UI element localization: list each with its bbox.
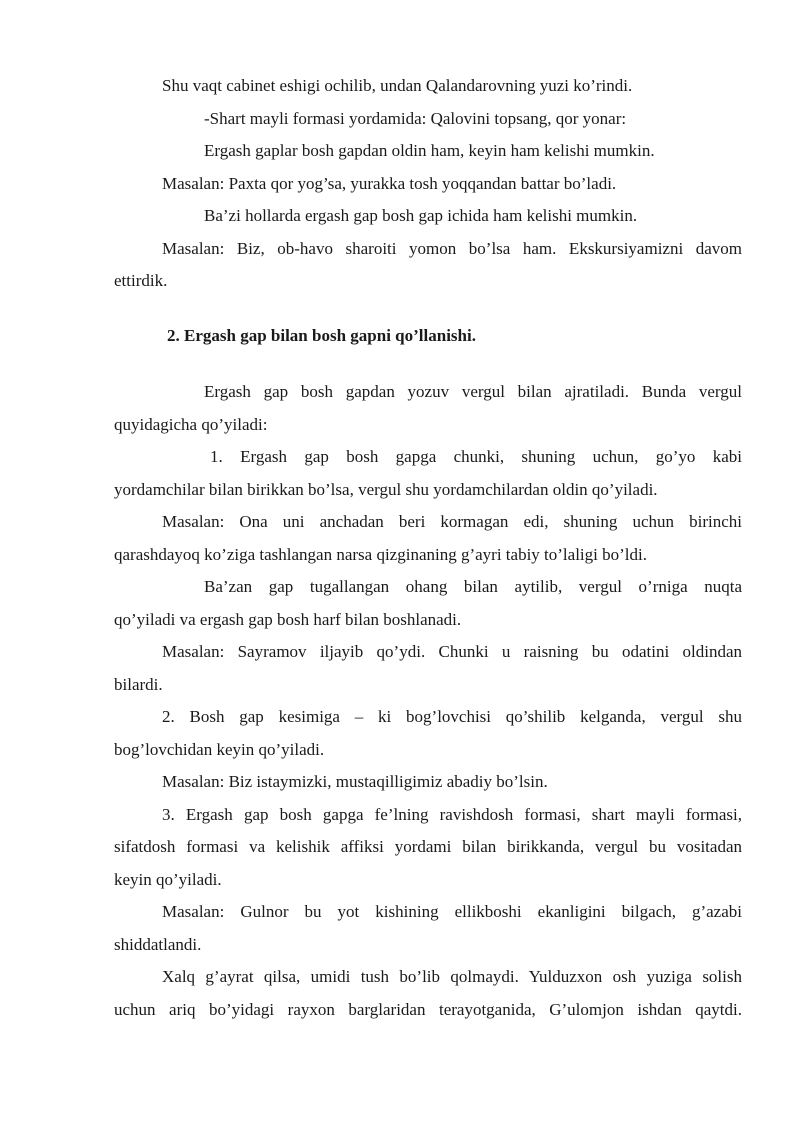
paragraph-line: uchun ariq bo’yidagi rayxon barglaridan terayotganida, G’ulomjon ishdan qaytdi. — [114, 999, 742, 1019]
section-heading: 2. Ergash gap bilan bosh gapni qo’llanishi. — [167, 325, 476, 345]
paragraph-line: 2. Bosh gap kesimiga – ki bog’lovchisi qo’shilib kelganda, vergul shu — [162, 707, 742, 726]
paragraph-line: Masalan: Biz istaymizki, mustaqilligimiz abadiy bo’lsin. — [162, 772, 548, 791]
paragraph-line: quyidagicha qo’yiladi: — [114, 414, 268, 434]
text-line: Ergash gaplar bosh gapdan oldin ham, keyin ham kelishi mumkin. — [204, 141, 655, 160]
text-line: Shu vaqt cabinet eshigi ochilib, undan Qalandarovning yuzi ko’rindi. — [162, 76, 633, 95]
paragraph-line: Masalan: Ona uni anchadan beri kormagan edi, shuning uchun birinchi — [162, 512, 742, 531]
text-line: Ba’zi hollarda ergash gap bosh gap ichida ham kelishi mumkin. — [204, 206, 638, 225]
paragraph-line: qarashdayoq ko’ziga tashlangan narsa qizginaning g’ayri tabiy to’laligi bo’ldi. — [114, 544, 647, 564]
paragraph-line: yordamchilar bilan birikkan bo’lsa, vergul shu yordamchilardan oldin qo’yiladi. — [114, 479, 658, 499]
paragraph-line: shiddatlandi. — [114, 934, 202, 954]
paragraph-line: Masalan: Sayramov iljayib qo’ydi. Chunki u raisning bu odatini oldindan — [162, 642, 742, 661]
text-line: Masalan: Paxta qor yog’sa, yurakka tosh yoqqandan battar bo’ladi. — [162, 173, 617, 193]
paragraph-line: qo’yiladi va ergash gap bosh harf bilan boshlanadi. — [114, 609, 462, 629]
paragraph-line: 3. Ergash gap bosh gapga fe’lning ravishdosh formasi, shart mayli formasi, — [162, 804, 742, 824]
paragraph-line: sifatdosh formasi va kelishik affiksi yordami bilan birikkanda, vergul bu vositadan — [114, 837, 742, 856]
text-line: -Shart mayli formasi yordamida: Qalovini topsang, qor yonar: — [204, 108, 627, 128]
paragraph-line: keyin qo’yiladi. — [114, 869, 222, 889]
paragraph-line: Ergash gap bosh gapdan yozuv vergul bilan ajratiladi. Bunda vergul — [204, 382, 742, 401]
paragraph-line: 1. Ergash gap bosh gapga chunki, shuning uchun, go’yo kabi — [210, 447, 742, 466]
text-line: ettirdik. — [114, 271, 168, 290]
text-line: Masalan: Biz, ob-havo sharoiti yomon bo’lsa ham. Ekskursiyamizni davom — [162, 238, 742, 258]
paragraph-line: Ba’zan gap tugallangan ohang bilan aytilib, vergul o’rniga nuqta — [204, 577, 742, 596]
document-page — [114, 70, 742, 1026]
paragraph-line: bog’lovchidan keyin qo’yiladi. — [114, 739, 325, 759]
paragraph-line: bilardi. — [114, 674, 163, 694]
paragraph-line: Masalan: Gulnor bu yot kishining ellikboshi ekanligini bilgach, g’azabi — [162, 902, 742, 921]
paragraph-line: Xalq g’ayrat qilsa, umidi tush bo’lib qolmaydi. Yulduzxon osh yuziga solish — [162, 967, 742, 986]
